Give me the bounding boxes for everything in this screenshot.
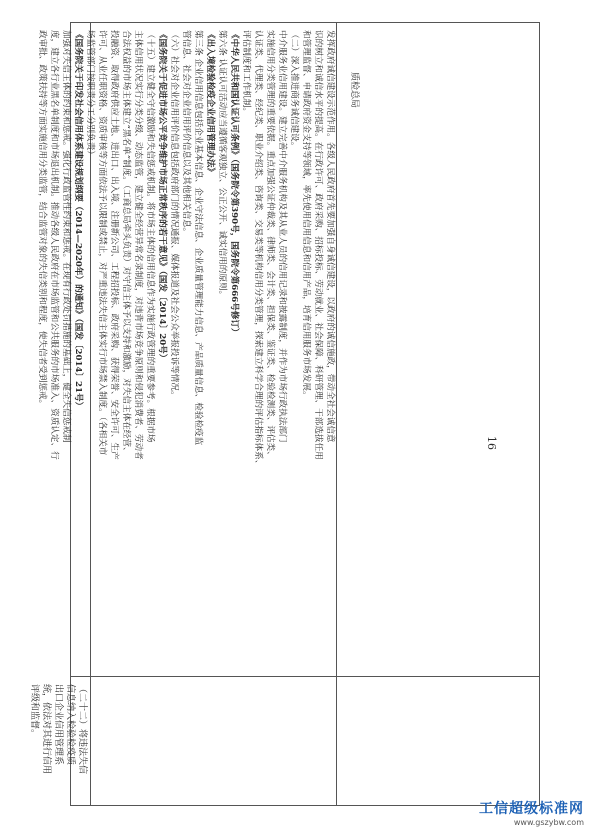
text-line: 发挥政府诚信建设示范作用。各级人民政府首先要加强自身诚信建设，以政府的诚信施政，带动全社会诚信意 [325,30,335,443]
watermark-url: www.gszybw.com [513,818,584,827]
department-label: 质检总局 [349,72,359,109]
text-line: 《中华人民共和国认证认可条例》（国务院令第390号，国务院令第666号修订） [229,30,239,337]
text-line: 中介服务业信用建设。建立完善中介服务机构及其从业人员的信用记录和披露制度，并作为市场行政执法部门 [277,30,287,443]
text-line: 实施信用分类管理的重要依据。重点加强公证仲裁类、律师类、会计类、担保类、鉴证类、检验检测类、评估类、 [265,30,275,460]
text-line: 评级和监督。 [29,684,39,739]
text-line: 统，依法对其进行信用 [41,684,51,775]
text-line: 管信息、社会对企业信用评价信息以及其他相关信息。 [181,30,191,237]
right-cell-label [348,72,360,108]
text-line: 主体信用状况实行分类分级、动态监管，建立健全经营异常名录制度，对违背市场竞争原则和侵犯消费者、劳动者 [133,30,143,460]
watermark-title: 工信超级标准网 [479,801,584,817]
text-line: 政审批、政策扶持等方面实施信用分类监管，结合监管对象的失信类别和程度，使失信者受到惩戒。 [37,30,47,409]
text-line: 合法权益的市场主体建立“黑名单”制度。（工商总局牵头负责）对守信主体予以支持和激励，对失信主体在经营、 [121,30,131,456]
text-line: （二十二）将违法失信 [77,684,87,775]
text-line: （十五）建立健全守信激励和失信惩戒机制。将市场主体的信用信息作为实施行政管理的重要参考。根据市场 [145,30,155,443]
text-line: 度，建立各行业黑名单制度和市场退出机制。推动各级人民政府在市场监管和公共服务的市场准入、资质认定、行 [49,30,59,460]
text-line: 《国务院关于印发社会信用体系建设规划纲要（2014—2020年）的通知》（国发〔2014〕21号） [73,30,83,411]
watermark [479,798,584,827]
page-number: 16 [485,436,498,450]
text-line: 投融资、取得政府供应土地、进出口、出入境、注册新公司、工程招投标、政府采购、获得荣誉、安全许可、生产 [109,30,119,460]
text-line: 《出入境检验检疫企业信用管理办法》 [205,30,215,177]
text-line: 第六条 认证认可活动应当遵循客观独立、公正公开、诚实信用的原则。 [217,30,227,300]
text-line: 和管理监督、申请政府资金支持等领域，率先使用信用信息和信用产品，培育信用服务市场发展。 [301,30,311,400]
left-cell-text [28,684,88,774]
text-line: 信息纳入检验检疫质 [65,684,75,766]
text-line: 《国务院关于促进市场公平竞争维护市场正常秩序的若干意见》（国发〔2014〕20号） [157,30,167,363]
text-line: 识的树立和诚信水平的提高。在行政许可、政府采购、招标投标、劳动就业、社会保障、科研管理、干部选拔任用 [313,30,323,460]
text-line: 场监管部门按职责分工分别负责） [85,30,95,159]
text-line: 加强对失信主体的约束和惩戒。强化行政监管性约束和惩戒。在现有行政处罚措施的基础上，健全失信惩戒制 [61,30,71,443]
text-line: 评估制度和工作机制。 [241,30,251,116]
column-divider-right [336,22,337,806]
text-line: （六）社会对企业信用评价信息包括政府部门的情况通报、媒体报道及社会公众举报投诉等情况。 [169,30,179,400]
text-line: 许可、从业任职资格、资质审核等方面依法予以限制或禁止，对严重违法失信主体实行市场禁入制度。（各相关市 [97,30,107,456]
text-line: 认证类、代理类、经纪类、职业介绍类、咨询类、交易类等机构信用分类管理，探索建立科学合理的评估指标体系、 [253,30,263,469]
text-line: 第三条 企业信用信息包括企业基本信息、企业守法信息、企业质量管理能力信息、产品质量信息、检验检疫监 [193,30,203,446]
text-line: 出口企业信用管理系 [53,684,63,766]
text-line: （二）深入推进商务诚信建设。 [289,30,299,151]
